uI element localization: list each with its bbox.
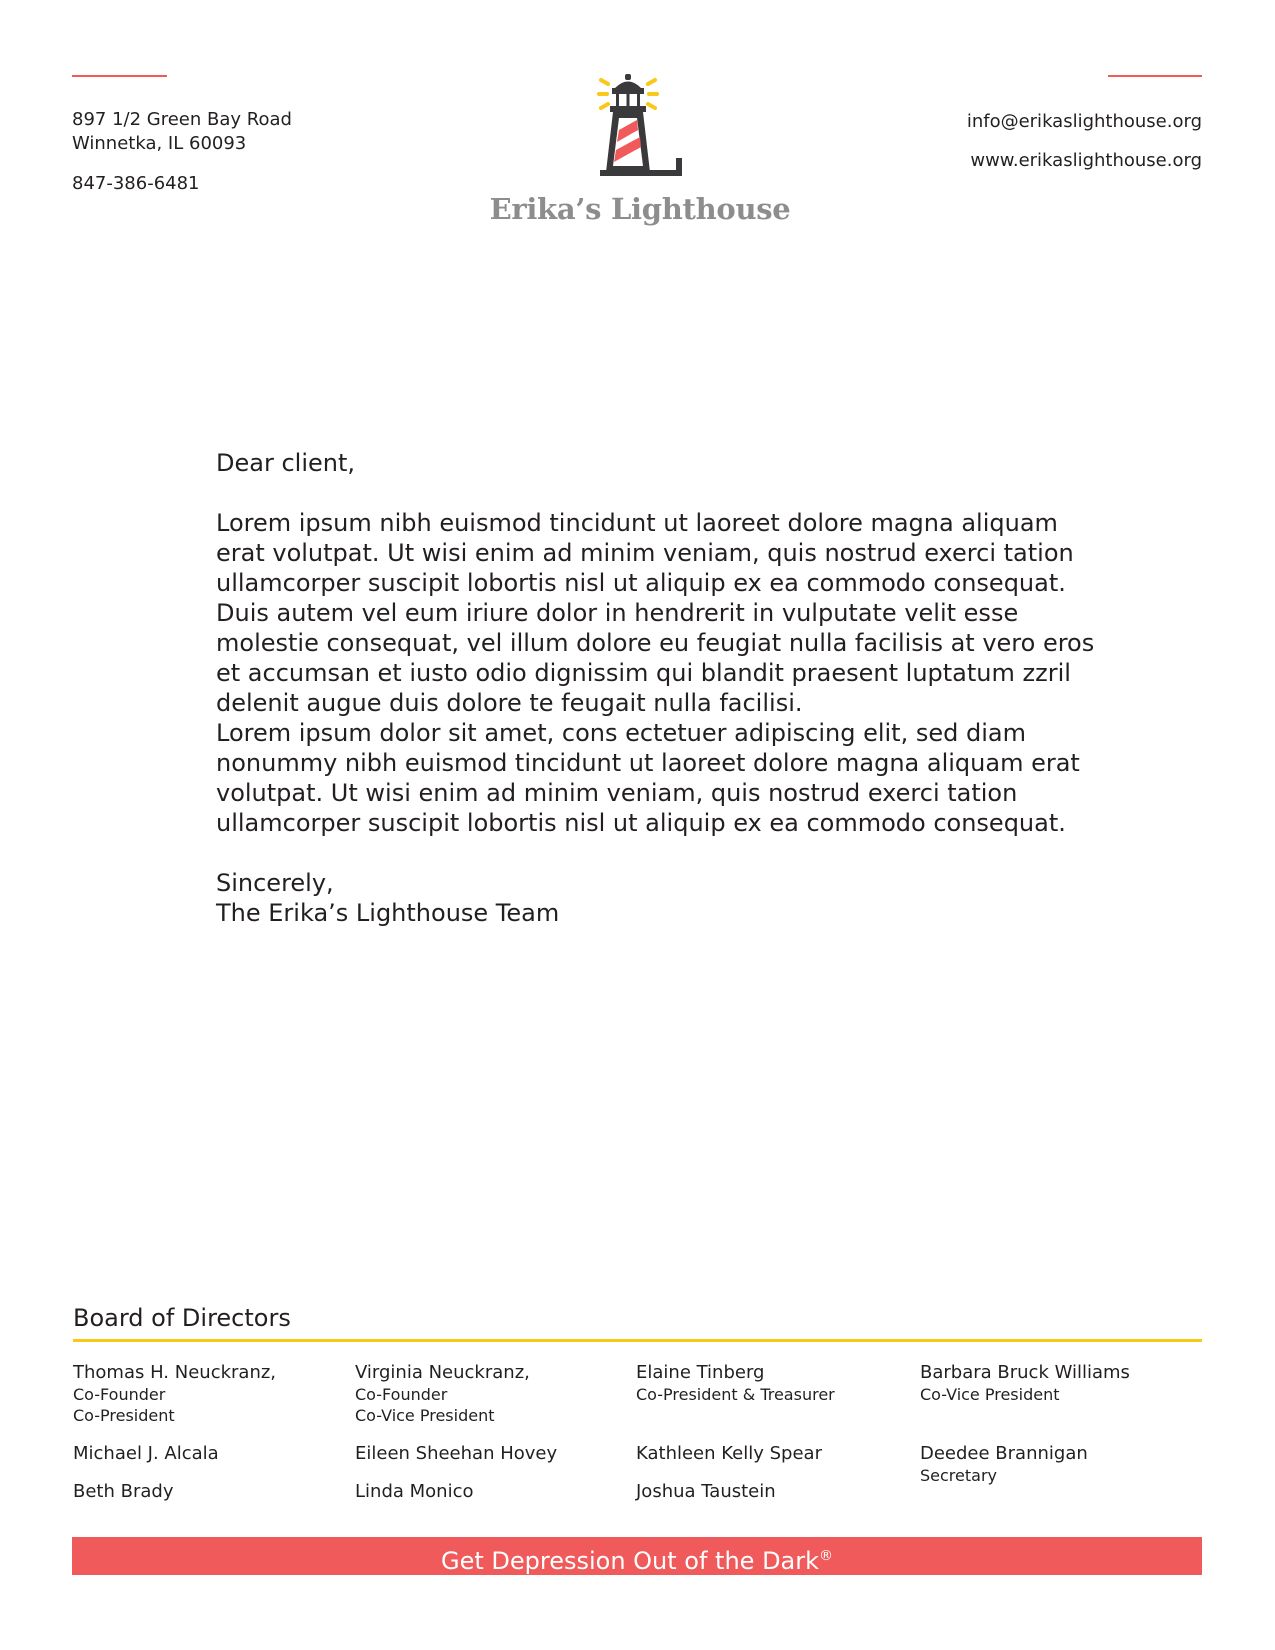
board-member-role: Secretary — [920, 1466, 997, 1485]
board-member-role: Co-Founder — [73, 1385, 166, 1404]
board-title: Board of Directors — [73, 1304, 291, 1332]
lighthouse-icon — [480, 70, 800, 190]
board-member-name: Elaine Tinberg — [636, 1362, 765, 1383]
letter-body — [216, 448, 1096, 928]
website-url: www.erikaslighthouse.org — [970, 150, 1202, 171]
board-member-role: Co-Vice President — [920, 1385, 1060, 1404]
email-address: info@erikaslighthouse.org — [966, 111, 1202, 132]
logo — [480, 70, 800, 240]
board-member — [73, 1362, 276, 1426]
board-member — [636, 1362, 835, 1405]
letter-paragraph-2: Lorem ipsum dolor sit amet, cons ectetuer adipiscing elit, sed diam nonummy nibh euismod tincidunt ut laoreet dolore magna aliquam erat volutpat. Ut wisi enim ad minim veniam, quis nostrud exerci tation ullamcorper suscipit lobortis nisl ut aliquip ex ea commodo consequat. — [216, 719, 1080, 837]
board-member — [355, 1481, 473, 1503]
board-member — [73, 1443, 219, 1465]
board-member — [355, 1362, 530, 1426]
board-member — [636, 1443, 822, 1465]
board-member-name: Deedee Brannigan — [920, 1443, 1088, 1464]
board-member — [920, 1443, 1088, 1486]
board-member-name: Eileen Sheehan Hovey — [355, 1443, 558, 1464]
board-member-role: Co-President & Treasurer — [636, 1385, 835, 1404]
letter-signature: The Erika’s Lighthouse Team — [216, 899, 560, 927]
board-member — [920, 1362, 1130, 1405]
board-rule — [73, 1339, 1202, 1342]
board-member-name: Barbara Bruck Williams — [920, 1362, 1130, 1383]
board-member-name: Linda Monico — [355, 1481, 474, 1502]
board-member-name: Kathleen Kelly Spear — [636, 1443, 822, 1464]
board-member-name: Joshua Taustein — [636, 1481, 776, 1502]
letter-paragraph-1: Lorem ipsum nibh euismod tincidunt ut laoreet dolore magna aliquam erat volutpat. Ut wisi enim ad minim veniam, quis nostrud exerci tation ullamcorper suscipit lobortis nisl ut aliquip ex ea commodo consequat. Duis autem vel eum iriure dolor in hendrerit in vulputate velit esse molestie consequat, vel illum dolore eu feugiat nulla facilisis at vero eros et accumsan et iusto odio dignissim qui blandit praesent luptatum zzril delenit augue duis dolore te feugait nulla facilisi. — [216, 509, 1095, 717]
footer-tagline: Get Depression Out of the Dark® — [440, 1547, 834, 1575]
header-rule-left — [72, 75, 167, 77]
board-member — [73, 1481, 173, 1503]
board-member-name: Virginia Neuckranz, — [355, 1362, 530, 1383]
board-member-role: Co-Founder — [355, 1385, 448, 1404]
letter-greeting: Dear client, — [216, 449, 355, 477]
logo-wordmark: Erika’s Lighthouse — [489, 192, 791, 226]
board-member-name: Michael J. Alcala — [73, 1443, 219, 1464]
trademark-symbol: ® — [819, 1548, 834, 1564]
board-member-name: Thomas H. Neuckranz, — [73, 1362, 277, 1383]
board-member — [355, 1443, 557, 1465]
footer-tagline-bar — [72, 1537, 1202, 1575]
board-member — [636, 1481, 776, 1503]
board-member-name: Beth Brady — [73, 1481, 174, 1502]
header-rule-right — [1108, 75, 1202, 77]
board-member-role: Co-President — [73, 1406, 175, 1425]
letter-closing: Sincerely, — [216, 869, 334, 897]
phone-number: 847-386-6481 — [72, 173, 200, 194]
board-member-role: Co-Vice President — [355, 1406, 495, 1425]
address-line-1: 897 1/2 Green Bay Road — [72, 109, 292, 130]
address-line-2: Winnetka, IL 60093 — [72, 133, 247, 154]
